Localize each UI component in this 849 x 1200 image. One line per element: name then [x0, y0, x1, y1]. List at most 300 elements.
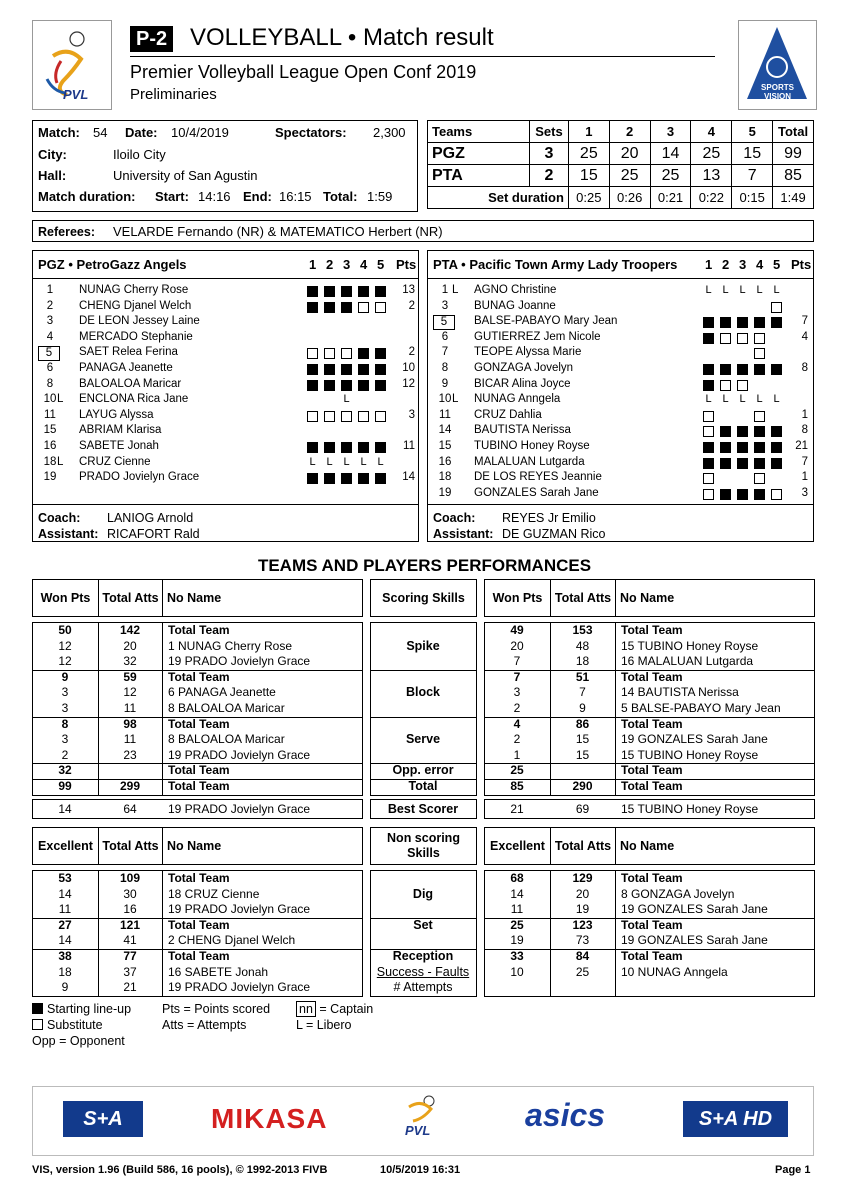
starting-square-icon: [771, 442, 782, 453]
score-header: 2: [609, 121, 650, 143]
won-value: 11: [510, 902, 524, 917]
total-value: 20: [123, 638, 137, 653]
starting-square-icon: [375, 380, 386, 391]
perf-header-a: No Name: [162, 827, 363, 865]
libero-marker: L: [452, 393, 459, 406]
player-name: Total Team: [168, 871, 230, 885]
player-name: CHENG Djanel Welch: [79, 299, 192, 312]
starting-square-icon: [771, 364, 782, 375]
total-value: 12: [123, 685, 137, 700]
starting-square-icon: [341, 286, 352, 297]
team-b-header: [428, 251, 813, 279]
total-value: 7: [579, 685, 586, 700]
set-score: 13: [691, 165, 732, 187]
sports-vision-logo: [738, 20, 817, 110]
player-name: Total Team: [168, 623, 230, 637]
set-duration-label: Set duration: [428, 187, 569, 209]
player-name: 8 BALOALOA Maricar: [168, 701, 285, 715]
starting-square-icon: [307, 364, 318, 375]
sets-won: 2: [530, 165, 569, 187]
starting-square-icon: [703, 380, 714, 391]
starting-square-icon: [341, 380, 352, 391]
player-number: 18: [438, 471, 452, 484]
legend-starting: [32, 1002, 131, 1016]
set-label: 4: [360, 257, 368, 272]
libero-set-marker: L: [756, 284, 763, 296]
libero-set-marker: L: [773, 284, 780, 296]
player-points: 7: [801, 455, 808, 468]
player-name: SAET Relea Ferina: [79, 346, 178, 359]
player-name: 19 PRADO Jovielyn Grace: [168, 902, 311, 917]
player-name: 16 SABETE Jonah: [168, 964, 269, 979]
player-number: 15: [43, 424, 57, 437]
player-row: [428, 440, 813, 456]
total-value: 77: [123, 949, 137, 963]
starting-square-icon: [720, 426, 731, 437]
substitute-square-icon: [324, 348, 335, 359]
libero-set-marker: L: [739, 284, 746, 296]
player-name: Total Team: [168, 949, 230, 963]
skill-row-divider: [370, 763, 477, 764]
total-value: 11: [123, 701, 137, 715]
starting-square-icon: [341, 364, 352, 375]
player-number: 3: [441, 299, 449, 312]
score-header: 1: [568, 121, 609, 143]
total-points: 99: [773, 143, 814, 165]
player-name: DE LOS REYES Jeannie: [474, 471, 602, 484]
score-header: Sets: [530, 121, 569, 143]
phase-name: Preliminaries: [130, 86, 217, 103]
total-value: 15: [575, 747, 590, 762]
total-value: 20: [575, 886, 590, 901]
player-points: 3: [801, 486, 808, 499]
starting-square-icon: [375, 473, 386, 484]
set-score: 20: [609, 143, 650, 165]
libero-set-marker: L: [343, 455, 350, 468]
won-value: 3: [61, 685, 69, 700]
score-header: Teams: [428, 121, 530, 143]
total-value: 23: [123, 747, 137, 762]
starting-square-icon: [341, 442, 352, 453]
player-number: 3: [46, 315, 54, 328]
legend-opp: Opp = Opponent: [32, 1034, 125, 1048]
perf-header-b: Won Pts: [484, 579, 551, 617]
best-points: 14: [58, 802, 72, 816]
skill-label: Total: [408, 779, 438, 793]
player-name: MALALUAN Lutgarda: [474, 455, 585, 468]
total-value: 32: [123, 654, 137, 669]
set-score: 15: [732, 143, 773, 165]
won-value: 32: [58, 763, 72, 778]
starting-square-icon: [375, 286, 386, 297]
legend-atts: Atts = Attempts: [162, 1018, 247, 1032]
best-attempts: 64: [123, 802, 137, 816]
city-value: Iloilo City: [113, 147, 166, 162]
total-value: 21: [123, 980, 137, 995]
player-name: 8 BALOALOA Maricar: [168, 732, 285, 747]
total-value: 86: [575, 716, 590, 731]
player-row: [428, 393, 813, 409]
player-name: 19 GONZALES Sarah Jane: [621, 933, 768, 948]
sponsors-bar: [32, 1086, 814, 1156]
total-value: 290: [572, 779, 593, 793]
best-points: 21: [510, 802, 524, 816]
total-label: Total:: [323, 189, 358, 204]
libero-marker: L: [57, 393, 64, 406]
player-name: CRUZ Dahlia: [474, 408, 542, 421]
player-number: 9: [441, 377, 449, 390]
libero-set-marker: L: [705, 393, 712, 406]
page-badge: P-2: [130, 26, 173, 52]
starting-square-icon: [754, 489, 765, 500]
player-points: 8: [801, 362, 808, 374]
set-label: 4: [756, 257, 764, 272]
set-label: 1: [705, 257, 713, 272]
player-row: [33, 300, 418, 316]
referees-bar: [32, 220, 814, 242]
player-number: 1: [46, 284, 54, 296]
player-points: 12: [402, 377, 415, 390]
player-number: 16: [43, 440, 57, 452]
sets-won: 3: [530, 143, 569, 165]
substitute-square-icon: [341, 411, 352, 422]
substitute-square-icon: [737, 380, 748, 391]
player-name: 19 PRADO Jovielyn Grace: [168, 654, 311, 669]
player-number: 11: [44, 408, 56, 421]
player-number: 14: [438, 424, 452, 437]
player-name: 8 GONZAGA Jovelyn: [621, 886, 735, 901]
player-number: 10: [438, 393, 452, 406]
player-points: 3: [408, 408, 415, 421]
player-row: [428, 362, 813, 378]
player-number: 8: [441, 362, 449, 374]
substitute-square-icon: [720, 380, 731, 391]
libero-set-marker: L: [739, 393, 746, 406]
spectators-count: 2,300: [373, 125, 406, 140]
total-value: 73: [575, 933, 590, 948]
player-number: 8: [46, 377, 54, 390]
player-row: [428, 284, 813, 300]
total-time: 1:59: [367, 189, 393, 204]
hall-value: University of San Agustin: [113, 168, 258, 183]
set-duration: 0:26: [609, 187, 650, 209]
won-value: 8: [61, 716, 69, 731]
starting-square-icon: [720, 442, 731, 453]
starting-square-icon: [358, 380, 369, 391]
player-name: 19 GONZALES Sarah Jane: [621, 732, 768, 747]
starting-square-icon: [375, 364, 386, 375]
player-points: 1: [801, 471, 808, 484]
player-name: GUTIERREZ Jem Nicole: [474, 330, 601, 343]
end-label: End:: [243, 189, 272, 204]
substitute-square-icon: [737, 333, 748, 344]
player-number: 2: [46, 299, 54, 312]
set-score: 15: [568, 165, 609, 187]
legend-libero: L = Libero: [296, 1018, 352, 1032]
player-points: 13: [402, 284, 415, 296]
set-label: 3: [343, 257, 351, 272]
won-value: 18: [58, 964, 72, 979]
won-value: 25: [510, 763, 524, 778]
won-value: 3: [61, 732, 69, 747]
won-value: 99: [58, 779, 72, 793]
referees-label: Referees:: [38, 225, 95, 239]
pts-label: Pts: [396, 257, 417, 272]
player-number: 10: [43, 393, 57, 406]
skill-label: Reception: [392, 949, 454, 963]
player-row: [33, 456, 418, 472]
starting-square-icon: [358, 348, 369, 359]
substitute-square-icon: [375, 411, 386, 422]
player-number: 15: [438, 440, 452, 452]
perf-header-b: Excellent: [484, 827, 551, 865]
coach-label: Coach:: [433, 511, 476, 525]
player-name: GONZAGA Jovelyn: [474, 362, 574, 374]
total-value: 41: [123, 933, 137, 948]
substitute-square-icon: [771, 489, 782, 500]
won-value: 14: [510, 886, 524, 901]
set-duration: 0:15: [732, 187, 773, 209]
substitute-square-icon: [703, 489, 714, 500]
substitute-square-icon: [32, 1019, 43, 1030]
perf-header-b: Total Atts: [550, 579, 616, 617]
starting-square-icon: [307, 442, 318, 453]
perf-header-b: No Name: [615, 827, 815, 865]
player-name: Total Team: [168, 917, 230, 932]
total-value: 48: [575, 638, 590, 653]
player-name: ENCLONA Rica Jane: [79, 393, 189, 406]
won-value: 7: [513, 669, 521, 684]
starting-square-icon: [358, 442, 369, 453]
player-name: SABETE Jonah: [79, 440, 159, 452]
total-value: 25: [575, 964, 590, 979]
starting-square-icon: [703, 317, 714, 328]
legend-substitute: [32, 1018, 103, 1032]
player-name: BICAR Alina Joyce: [474, 377, 571, 390]
date-label: Date:: [125, 125, 158, 140]
starting-square-icon: [375, 348, 386, 359]
player-row: [33, 393, 418, 409]
sponsor-sa-logo: S+A: [63, 1101, 143, 1137]
team-b-roster: [427, 250, 814, 542]
player-name: BALSE-PABAYO Mary Jean: [474, 315, 618, 328]
starting-square-icon: [720, 489, 731, 500]
substitute-square-icon: [754, 348, 765, 359]
player-row: [428, 487, 813, 503]
player-row: [33, 284, 418, 300]
pvl-player-icon: [401, 1093, 445, 1125]
libero-set-marker: L: [309, 455, 316, 468]
page-title: VOLLEYBALL • Match result: [190, 24, 494, 51]
player-name: TEOPE Alyssa Marie: [474, 346, 582, 359]
set-duration: 0:22: [691, 187, 732, 209]
player-name: Total Team: [168, 716, 230, 731]
substitute-square-icon: [703, 426, 714, 437]
player-points: 10: [402, 362, 415, 374]
skill-row-divider: [370, 779, 477, 780]
player-number: 1: [441, 284, 449, 296]
player-row: [428, 409, 813, 425]
libero-set-marker: L: [343, 393, 350, 406]
player-row: [33, 440, 418, 456]
player-name: 18 CRUZ Cienne: [168, 886, 260, 901]
won-value: 3: [61, 701, 69, 715]
won-value: 11: [58, 902, 72, 917]
player-name: Total Team: [168, 669, 230, 684]
substitute-square-icon: [358, 411, 369, 422]
skill-label: Success - Faults: [376, 964, 470, 979]
player-row: [33, 378, 418, 394]
score-row: [428, 165, 814, 187]
starting-square-icon: [720, 317, 731, 328]
player-name: 14 BAUTISTA Nerissa: [621, 685, 739, 700]
won-value: 2: [513, 701, 521, 715]
total-value: 98: [123, 716, 137, 731]
substitute-square-icon: [754, 411, 765, 422]
skill-row-divider: [370, 717, 477, 718]
player-row: [428, 331, 813, 347]
won-value: 1: [513, 747, 521, 762]
starting-square-icon: [737, 442, 748, 453]
perf-header-b: Total Atts: [550, 827, 616, 865]
set-label: 3: [739, 257, 747, 272]
player-name: Total Team: [621, 763, 683, 778]
player-name: NUNAG Cherry Rose: [79, 284, 189, 296]
starting-square-icon: [737, 458, 748, 469]
team-a-header: [33, 251, 418, 279]
player-number: 6: [441, 330, 449, 343]
perf-header-a: Total Atts: [98, 827, 163, 865]
player-row: [33, 346, 418, 362]
player-row: [428, 315, 813, 331]
starting-square-icon: [307, 380, 318, 391]
set-score: 25: [650, 165, 691, 187]
libero-set-marker: L: [705, 284, 712, 296]
won-value: 2: [61, 747, 69, 762]
player-row: [428, 346, 813, 362]
score-header: 3: [650, 121, 691, 143]
libero-marker: L: [57, 455, 64, 468]
player-name: BUNAG Joanne: [474, 299, 556, 312]
starting-square-icon: [737, 426, 748, 437]
legend-starting-text: Starting line-up: [47, 1002, 132, 1016]
skill-label: Serve: [405, 732, 441, 747]
set-label: 2: [326, 257, 334, 272]
duration-label: Match duration:: [38, 189, 136, 204]
set-duration: 0:25: [568, 187, 609, 209]
won-value: 9: [61, 980, 69, 995]
total-points: 85: [773, 165, 814, 187]
player-points: 4: [801, 330, 808, 343]
starting-square-icon: [737, 317, 748, 328]
won-value: 4: [513, 716, 521, 731]
skill-row-divider: [370, 670, 477, 671]
player-points: 21: [795, 440, 808, 452]
starting-square-icon: [703, 333, 714, 344]
starting-square-icon: [324, 473, 335, 484]
won-value: 3: [513, 685, 521, 700]
player-name: GONZALES Sarah Jane: [474, 486, 599, 499]
starting-square-icon: [358, 473, 369, 484]
total-value: 51: [575, 669, 590, 684]
substitute-square-icon: [720, 333, 731, 344]
player-row: [428, 424, 813, 440]
player-row: [33, 471, 418, 487]
player-name: Total Team: [621, 949, 683, 963]
set-score: 7: [732, 165, 773, 187]
assistant-name: RICAFORT Rald: [107, 527, 200, 541]
player-name: DE LEON Jessey Laine: [79, 315, 200, 328]
player-name: Total Team: [621, 779, 683, 793]
best-player: 15 TUBINO Honey Royse: [621, 802, 759, 816]
score-header: 4: [691, 121, 732, 143]
best-player: 19 PRADO Jovielyn Grace: [168, 802, 311, 816]
total-value: 129: [572, 871, 593, 885]
won-value: 9: [61, 669, 69, 684]
match-number: 54: [93, 125, 108, 140]
player-row: [428, 471, 813, 487]
player-number: 19: [43, 471, 57, 484]
starting-square-icon: [737, 364, 748, 375]
player-points: 7: [801, 315, 808, 328]
player-name: Total Team: [621, 716, 683, 731]
starting-square-icon: [754, 458, 765, 469]
match-label: Match:: [38, 125, 80, 140]
skill-label: Block: [405, 685, 441, 700]
player-name: 15 TUBINO Honey Royse: [621, 638, 759, 653]
team-code: PGZ: [428, 143, 530, 165]
won-value: 85: [510, 779, 524, 793]
won-value: 27: [58, 917, 72, 932]
player-name: LAYUG Alyssa: [79, 408, 154, 421]
coach-divider: [33, 504, 418, 505]
legend-captain-text: = Captain: [319, 1002, 374, 1016]
player-number: 19: [438, 486, 452, 499]
libero-marker: L: [452, 284, 459, 296]
footer-date: 10/5/2019 16:31: [380, 1164, 461, 1176]
player-name: Total Team: [621, 623, 683, 637]
set-label: 5: [377, 257, 385, 272]
total-value: 123: [572, 917, 593, 932]
total-value: 16: [123, 902, 137, 917]
perf-col-divider: [162, 870, 163, 997]
player-name: MERCADO Stephanie: [79, 330, 193, 343]
player-points: 11: [403, 440, 415, 452]
won-value: 50: [58, 623, 72, 637]
skill-label: # Attempts: [393, 980, 453, 995]
won-value: 19: [510, 933, 524, 948]
starting-square-icon: [703, 364, 714, 375]
player-number: 6: [46, 362, 54, 374]
total-value: 30: [123, 886, 137, 901]
starting-square-icon: [771, 426, 782, 437]
player-name: Total Team: [621, 669, 683, 684]
player-name: 19 PRADO Jovielyn Grace: [168, 980, 311, 995]
perf-header-a: Excellent: [32, 827, 99, 865]
player-number: 18: [43, 455, 57, 468]
performance-title: TEAMS AND PLAYERS PERFORMANCES: [257, 556, 592, 575]
pvl-logo: [32, 20, 112, 110]
starting-square-icon: [737, 489, 748, 500]
starting-square-icon: [324, 364, 335, 375]
team-b-name: PTA • Pacific Town Army Lady Troopers: [433, 257, 678, 272]
set-label: 5: [773, 257, 781, 272]
won-value: 20: [510, 638, 524, 653]
player-name: BALOALOA Maricar: [79, 377, 182, 390]
won-value: 14: [58, 933, 72, 948]
assistant-name: DE GUZMAN Rico: [502, 527, 606, 541]
starting-square-icon: [341, 473, 352, 484]
